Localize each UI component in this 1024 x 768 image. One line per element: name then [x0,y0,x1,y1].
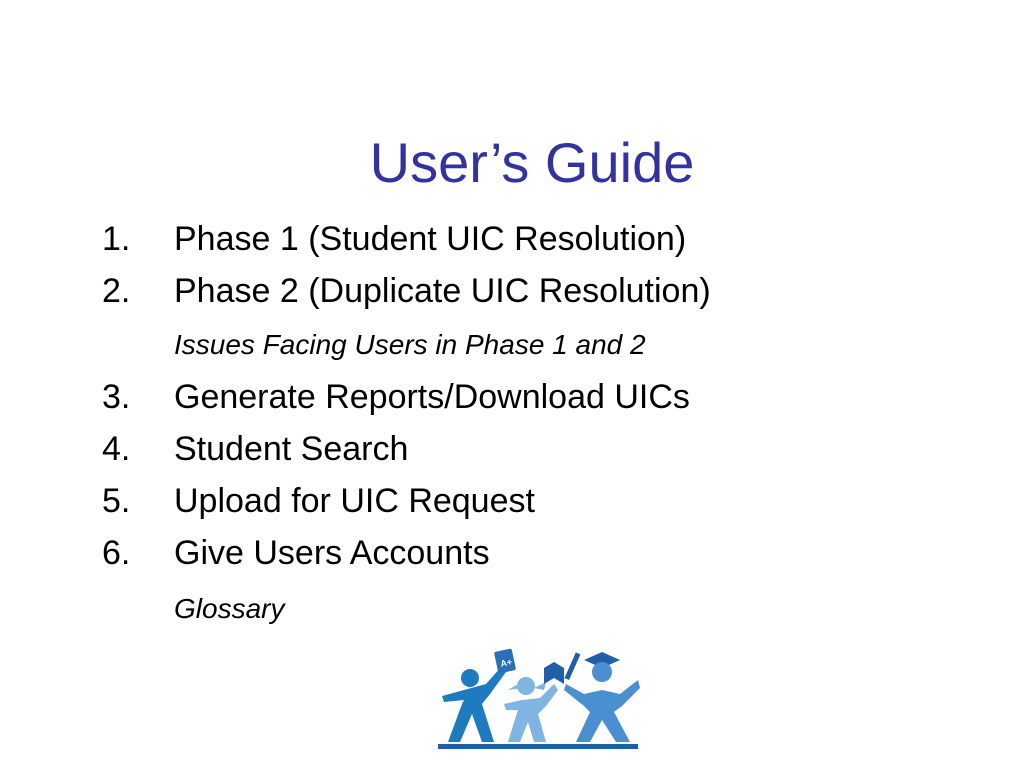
list-item-text: Phase 2 (Duplicate UIC Resolution) [174,272,711,310]
list-item-number: 4. [102,430,131,468]
list-subnote: Issues Facing Users in Phase 1 and 2 [174,329,646,360]
list-item-number: 2. [102,272,131,310]
svg-text:A+: A+ [499,656,514,669]
list-item-text: Upload for UIC Request [174,482,535,520]
list-item-number: 6. [102,534,131,572]
list-item-number: 3. [102,378,131,416]
list-item-text: Phase 1 (Student UIC Resolution) [174,220,687,258]
list-item-text: Student Search [174,430,409,468]
children-reaching-up-logo-icon [434,644,644,752]
list-item-text: Give Users Accounts [174,534,490,572]
list-item-text: Generate Reports/Download UICs [174,378,690,416]
list-item-number: 5. [102,482,131,520]
slide-title: User’s Guide [369,131,695,194]
list-subnote: Glossary [174,593,285,624]
list-item-number: 1. [102,220,131,258]
